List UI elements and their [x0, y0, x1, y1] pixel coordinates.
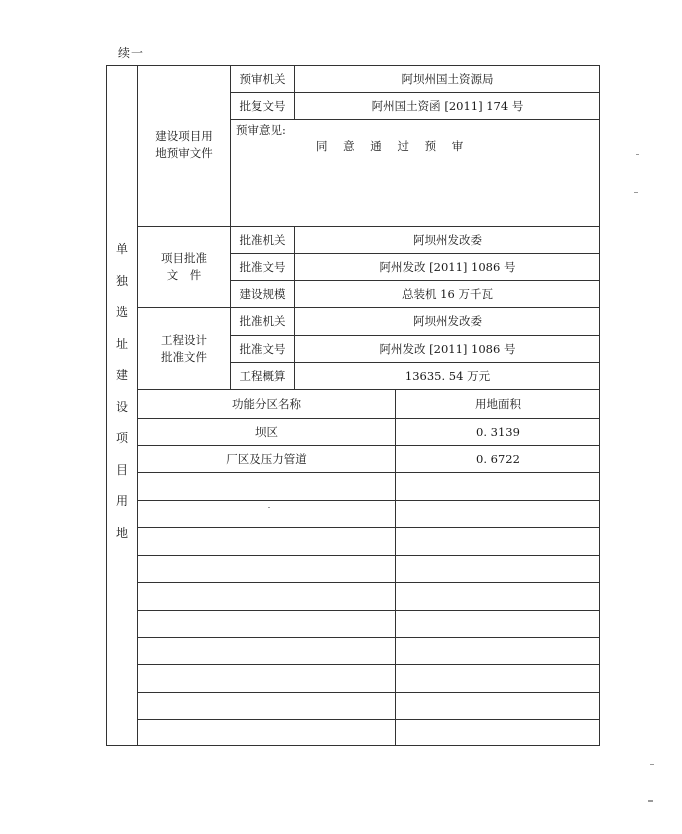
zone-area-cell: 0. 3139 [476, 424, 520, 439]
preapproval-authority-value: 阿坝州国土资源局 [401, 71, 494, 86]
zone-name-cell [138, 693, 395, 719]
zone-name-cell: 坝区 [255, 424, 278, 439]
zone-area-cell [396, 556, 600, 582]
project-approval-section-label: 项目批准 文 件 [161, 251, 207, 282]
project-authority-value: 阿坝州发改委 [413, 232, 482, 247]
zone-name-cell [138, 638, 395, 664]
scan-speck [268, 507, 270, 508]
side-title-char: 设 [115, 399, 128, 414]
design-authority-label: 批准机关 [239, 314, 286, 328]
zone-name-cell [138, 528, 395, 555]
side-title [108, 240, 136, 555]
zone-area-cell [396, 638, 600, 664]
design-budget-value: 13635. 54 万元 [404, 368, 491, 383]
zone-name-cell [138, 720, 395, 746]
zone-area-cell [396, 473, 600, 500]
scan-speck [634, 192, 638, 193]
zone-area-cell [396, 665, 600, 692]
grid-line [230, 119, 600, 120]
side-title-char: 地 [115, 525, 128, 540]
side-title-char: 项 [115, 431, 128, 445]
side-title-char: 独 [115, 273, 128, 288]
page-label: 续一 [118, 46, 145, 60]
zone-name-header: 功能分区名称 [232, 396, 301, 411]
design-doc-no-value: 阿州发改 [2011] 1086 号 [379, 341, 516, 356]
preapproval-opinion-label: 预审意见: [236, 123, 286, 137]
preapproval-doc-no-value: 阿州国土资函 [2011] 174 号 [371, 98, 524, 113]
preapproval-opinion-value: 同 意 通 过 预 审 [316, 139, 470, 153]
preapproval-doc-no-label: 批复文号 [239, 98, 286, 113]
scan-speck [648, 800, 653, 802]
design-authority-value: 阿坝州发改委 [413, 314, 482, 328]
zone-area-cell [396, 693, 600, 719]
zone-area-cell: 0. 6722 [476, 451, 520, 466]
project-doc-no-label: 批准文号 [239, 259, 286, 274]
side-title-char: 用 [115, 494, 128, 508]
side-title-char: 单 [115, 242, 128, 256]
side-title-char: 建 [115, 368, 128, 382]
zone-name-cell [138, 665, 395, 692]
scan-speck [650, 764, 654, 765]
project-authority-label: 批准机关 [239, 232, 286, 247]
zone-name-cell [138, 501, 395, 527]
project-scale-value: 总装机 16 万千瓦 [402, 286, 493, 301]
side-title-char: 目 [115, 462, 128, 477]
zone-name-cell: 厂区及压力管道 [226, 451, 307, 466]
scan-speck [636, 154, 639, 155]
design-doc-no-label: 批准文号 [239, 341, 286, 356]
zone-name-cell [138, 583, 395, 610]
project-scale-label: 建设规模 [239, 286, 286, 301]
design-budget-label: 工程概算 [239, 368, 286, 383]
zone-name-cell [138, 473, 395, 500]
zone-name-cell [138, 556, 395, 582]
zone-area-cell [396, 611, 600, 637]
design-approval-section-label: 工程设计 批准文件 [161, 332, 207, 364]
preapproval-authority-label: 预审机关 [239, 71, 286, 86]
preapproval-section-label: 建设项目用 地预审文件 [155, 129, 213, 160]
project-doc-no-value: 阿州发改 [2011] 1086 号 [379, 259, 516, 274]
side-title-char: 选 [115, 305, 128, 319]
zone-name-cell [138, 611, 395, 637]
zone-area-header: 用地面积 [475, 396, 521, 411]
zone-area-cell [396, 583, 600, 610]
side-title-char: 址 [115, 336, 128, 351]
zone-area-cell [396, 528, 600, 555]
zone-area-cell [396, 720, 600, 746]
zone-area-cell [396, 501, 600, 527]
